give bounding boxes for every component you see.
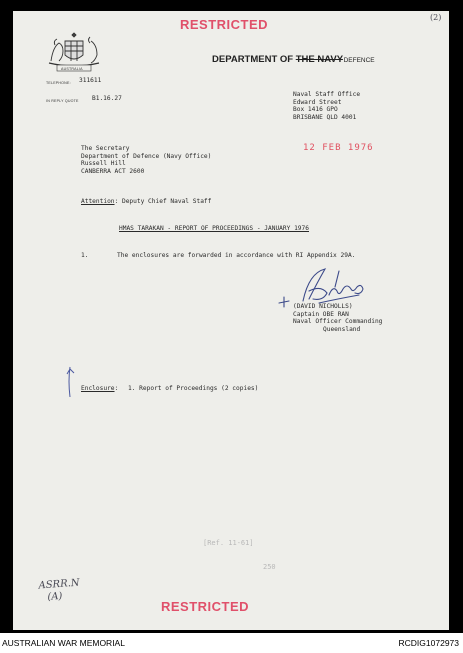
- attention-label: Attention: [81, 198, 115, 205]
- recipient-line: Russell Hill: [81, 160, 126, 168]
- enclosure-item: 1. Report of Proceedings (2 copies): [128, 385, 259, 392]
- address-line: Edward Street: [293, 98, 342, 106]
- reply-value: B1.16.27: [92, 95, 122, 102]
- handwritten-note: [38, 578, 81, 605]
- reply-label: IN REPLY QUOTE: [46, 99, 79, 103]
- enclosure-line: [81, 385, 258, 393]
- handwritten-note-line: (A): [47, 590, 63, 603]
- address-line: Naval Staff Office: [293, 91, 361, 98]
- telephone-value: 311611: [79, 77, 102, 84]
- department-replacement: DEFENCE: [343, 57, 375, 64]
- page-mark: (2): [430, 13, 442, 22]
- attention-line: [81, 198, 211, 206]
- faint-number: 250: [263, 563, 276, 571]
- footer-source: AUSTRALIAN WAR MEMORIAL: [2, 638, 125, 648]
- date-stamp: 12 FEB 1976: [303, 143, 374, 153]
- archive-footer: [0, 633, 463, 653]
- department-prefix: DEPARTMENT OF: [212, 54, 294, 65]
- address-line: Box 1416 GPO: [293, 106, 338, 114]
- department-struck: THE NAVY: [295, 54, 343, 65]
- paragraph-text: The enclosures are forwarded in accordance with RI Appendix 29A.: [117, 252, 356, 259]
- sender-address: [293, 91, 360, 121]
- crest-caption: AUSTRALIA: [61, 67, 83, 71]
- classification-bottom: RESTRICTED: [161, 599, 250, 614]
- recipient-address: [81, 145, 211, 175]
- signatory-name: (DAVID NICHOLLS): [293, 303, 353, 310]
- subject-line: HMAS TARAKAN - REPORT OF PROCEEDINGS - JANUARY 1976: [119, 225, 309, 232]
- faint-reference: [Ref. 11-61]: [203, 539, 254, 547]
- recipient-line: The Secretary: [81, 145, 130, 152]
- signatory-rank: Captain OBE RAN: [293, 310, 349, 318]
- paragraph-number: 1.: [81, 252, 89, 259]
- enclosure-label: Enclosure: [81, 385, 115, 392]
- signatory-title: Naval Officer Commanding: [293, 318, 383, 326]
- classification-top: RESTRICTED: [180, 17, 269, 32]
- telephone-label: TELEPHONE:: [46, 81, 71, 85]
- signature-block: [293, 303, 382, 333]
- recipient-line: CANBERRA ACT 2600: [81, 167, 145, 175]
- department-line: [212, 54, 375, 65]
- enclosure-colon: :: [114, 385, 119, 392]
- recipient-line: Department of Defence (Navy Office): [81, 152, 212, 160]
- signatory-region: Queensland: [323, 325, 361, 333]
- handwritten-mark-icon: [63, 365, 77, 399]
- document-page: [13, 11, 449, 630]
- attention-value: : Deputy Chief Naval Staff: [114, 198, 212, 205]
- address-line: BRISBANE QLD 4001: [293, 113, 357, 121]
- footer-id: RCDIG1072973: [398, 638, 459, 648]
- handwritten-note-line: ASRR.N: [38, 577, 80, 592]
